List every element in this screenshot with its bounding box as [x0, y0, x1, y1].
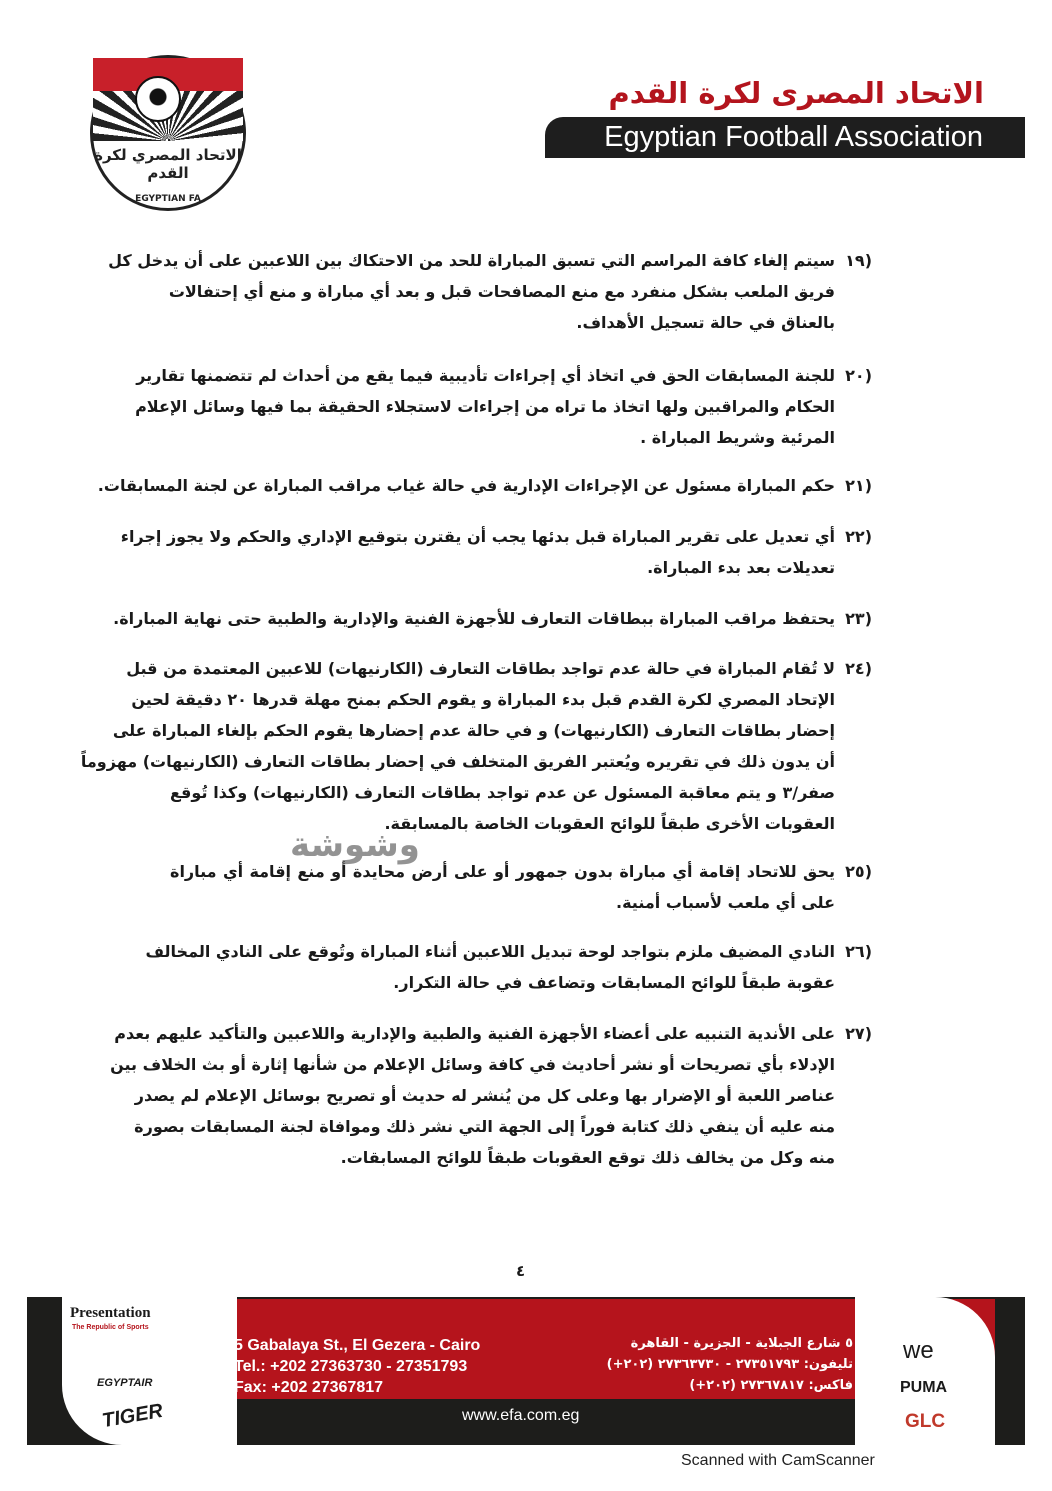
- paragraph-number: ٢٠): [845, 366, 872, 385]
- watermark: وشوشة: [290, 825, 420, 865]
- paragraph-line: يحق للاتحاد إقامة أي مباراة بدون جمهور أو على أرض محايدة أو منع إقامة أي مباراة: [170, 862, 835, 881]
- paragraph-line: عناصر اللعبة أو الإضرار بها وعلى كل من يُنشر له حديث أو تصريح بوسائل الإعلام لم يصدر: [134, 1086, 835, 1105]
- paragraph-line: الإتحاد المصري لكرة القدم قبل بدء المباراة و يقوم الحكم بمنح مهلة قدرها ٢٠ دقيقة لحين: [131, 690, 835, 709]
- paragraph-line: منه عليه أن ينفي ذلك كتابة فوراً إلى الجهة التي نشر ذلك وموافاة لجنة المسابقات بصورة: [134, 1117, 835, 1136]
- paragraph-line: فريق الملعب بشكل منفرد مع منع المصافحات قبل و بعد أي مباراة و منع أي إحتفالات: [168, 282, 835, 301]
- paragraph-line: للجنة المسابقات الحق في اتخاذ أي إجراءات تأديبية فيما يقع من أحداث لم تتضمنها تقارير: [136, 366, 835, 385]
- paragraph-number: ٢٤): [845, 659, 872, 678]
- paragraph-number: ٢١): [845, 476, 872, 495]
- numbered-paragraph: [113, 603, 872, 634]
- address-en: [234, 1335, 480, 1398]
- header-logo-text-en: EGYPTIAN FA: [135, 194, 201, 204]
- footer-address-ar: ٥ شارع الجبلاية - الجزيرة - القاهرة: [630, 1336, 853, 1351]
- scanner-note: Scanned with CamScanner: [681, 1452, 875, 1469]
- football-icon: [135, 76, 181, 122]
- numbered-paragraph: [97, 470, 872, 501]
- footer-tel-en: Tel.: +202 27363730 - 27351793: [234, 1358, 468, 1375]
- paragraph-line: العقوبات الأخرى طبقاً للوائح العقوبات الخاصة بالمسابقة.: [384, 814, 835, 833]
- paragraph-line: لا تُقام المباراة في حالة عدم تواجد بطاقات التعارف (الكارنيهات) للاعبين المعتمدة من قبل: [126, 659, 835, 678]
- website-link[interactable]: www.efa.com.eg: [462, 1407, 580, 1424]
- paragraph-number: ٢٣): [845, 609, 872, 628]
- footer-sponsors-left-0: Presentation: [70, 1305, 151, 1321]
- footer-sponsors-left-2: EGYPTAIR: [97, 1377, 153, 1389]
- footer-sponsors-right-1: PUMA: [900, 1379, 948, 1396]
- footer: [27, 1297, 1025, 1445]
- paragraph-line: النادي المضيف ملزم بتواجد لوحة تبديل اللاعبين أثناء المباراة وتُوقع على النادي المخالف: [145, 942, 835, 961]
- paragraph-line: سيتم إلغاء كافة المراسم التي تسبق المباراة للحد من الاحتكاك بين اللاعبين على أن يدخل كل: [108, 251, 835, 270]
- efa-logo: [90, 55, 246, 211]
- paragraph-line: أي تعديل على تقرير المباراة قبل بدئها يجب أن يقترن بتوقيع الإداري والحكم ولا يجوز إجراء: [120, 527, 835, 546]
- paragraph-line: منه وكل من يخالف ذلك توقع العقوبات طبقاً للوائح المسابقات.: [340, 1148, 835, 1167]
- sponsors-left: [62, 1297, 237, 1445]
- paragraph-line: يحتفظ مراقب المباراة ببطاقات التعارف للأجهزة الفنية والإدارية والطبية حتى نهاية المباراة.: [113, 609, 835, 628]
- footer-address-en: 5 Gabalaya St., El Gezera - Cairo: [234, 1337, 481, 1354]
- paragraph-line: بالعناق في حالة تسجيل الأهداف.: [576, 313, 835, 332]
- paragraph-number: ٢٢): [845, 527, 872, 546]
- paragraph-line: أن يدون ذلك في تقريره ويُعتبر الفريق المتخلف في إحضار بطاقات التعارف (الكارنيهات) مهزوماً: [80, 752, 835, 771]
- header-title-en: Egyptian Football Association: [545, 117, 1025, 158]
- footer-fax-en: Fax: +202 27367817: [234, 1379, 384, 1396]
- footer-sponsors-left-3: TIGER: [100, 1399, 165, 1433]
- paragraph-line: الحكام والمراقبين ولها اتخاذ ما تراه من إجراءات لاستجلاء الحقيقة بما فيها وسائل الإعلام: [135, 397, 835, 416]
- footer-sponsors-right-2: GLC: [905, 1411, 946, 1432]
- footer-fax-ar: فاكس: ٢٧٣٦٧٨١٧ (٢٠٢+): [689, 1378, 853, 1393]
- footer-sponsors-right-0: we: [903, 1337, 934, 1364]
- numbered-paragraph: [120, 521, 872, 583]
- numbered-paragraph: [170, 856, 872, 918]
- paragraph-number: ٢٧): [845, 1024, 872, 1043]
- paragraph-line: إحضار بطاقات التعارف (الكارنيهات) و في حالة عدم إحضارها يقوم الحكم بإلغاء المباراة على: [112, 721, 835, 740]
- paragraph-line: الإدلاء بأي تصريحات أو نشر أحاديث في كافة وسائل الإعلام من شأنها إثارة أو بث الخلاف بين: [110, 1055, 835, 1074]
- paragraph-line: تعديلات بعد بدء المباراة.: [647, 558, 835, 577]
- paragraph-line: صفر/٣ و يتم معاقبة المسئول عن عدم تواجد بطاقات التعارف (الكارنيهات) وكذا تُوقع: [170, 783, 835, 802]
- paragraph-line: عقوبة طبقاً للوائح المسابقات وتضاعف في حالة التكرار.: [393, 973, 835, 992]
- paragraph-number: ٢٥): [845, 862, 872, 881]
- sponsors-right: [855, 1297, 995, 1445]
- paragraph-number: ٢٦): [845, 942, 872, 961]
- numbered-paragraph: [145, 936, 872, 998]
- numbered-paragraph: [135, 360, 872, 453]
- paragraph-line: المرئية وشريط المباراة .: [640, 428, 835, 447]
- page-number: ٤: [516, 1262, 526, 1280]
- address-ar: [607, 1333, 853, 1396]
- header-title-ar: الاتحاد المصرى لكرة القدم: [608, 76, 984, 110]
- numbered-paragraph: [108, 245, 872, 338]
- numbered-paragraph: [80, 653, 872, 839]
- paragraph-line: على أي ملعب لأسباب أمنية.: [616, 893, 835, 912]
- paragraph-line: حكم المباراة مسئول عن الإجراءات الإدارية في حالة غياب مراقب المباراة عن لجنة المسابقات.: [97, 476, 835, 495]
- paragraph-number: ١٩): [845, 251, 872, 270]
- footer-sponsors-left-1: The Republic of Sports: [72, 1324, 149, 1331]
- paragraph-line: على الأندية التنبيه على أعضاء الأجهزة الفنية والطبية والإدارية واللاعبين والتأكيد عليهم بعدم: [114, 1024, 835, 1043]
- header-logo-text-ar: الاتحاد المصري لكرة القدم: [94, 146, 242, 182]
- footer-tel-ar: تليفون: ٢٧٣٥١٧٩٣ - ٢٧٣٦٣٧٣٠ (٢٠٢+): [606, 1357, 853, 1372]
- numbered-paragraph: [110, 1018, 872, 1173]
